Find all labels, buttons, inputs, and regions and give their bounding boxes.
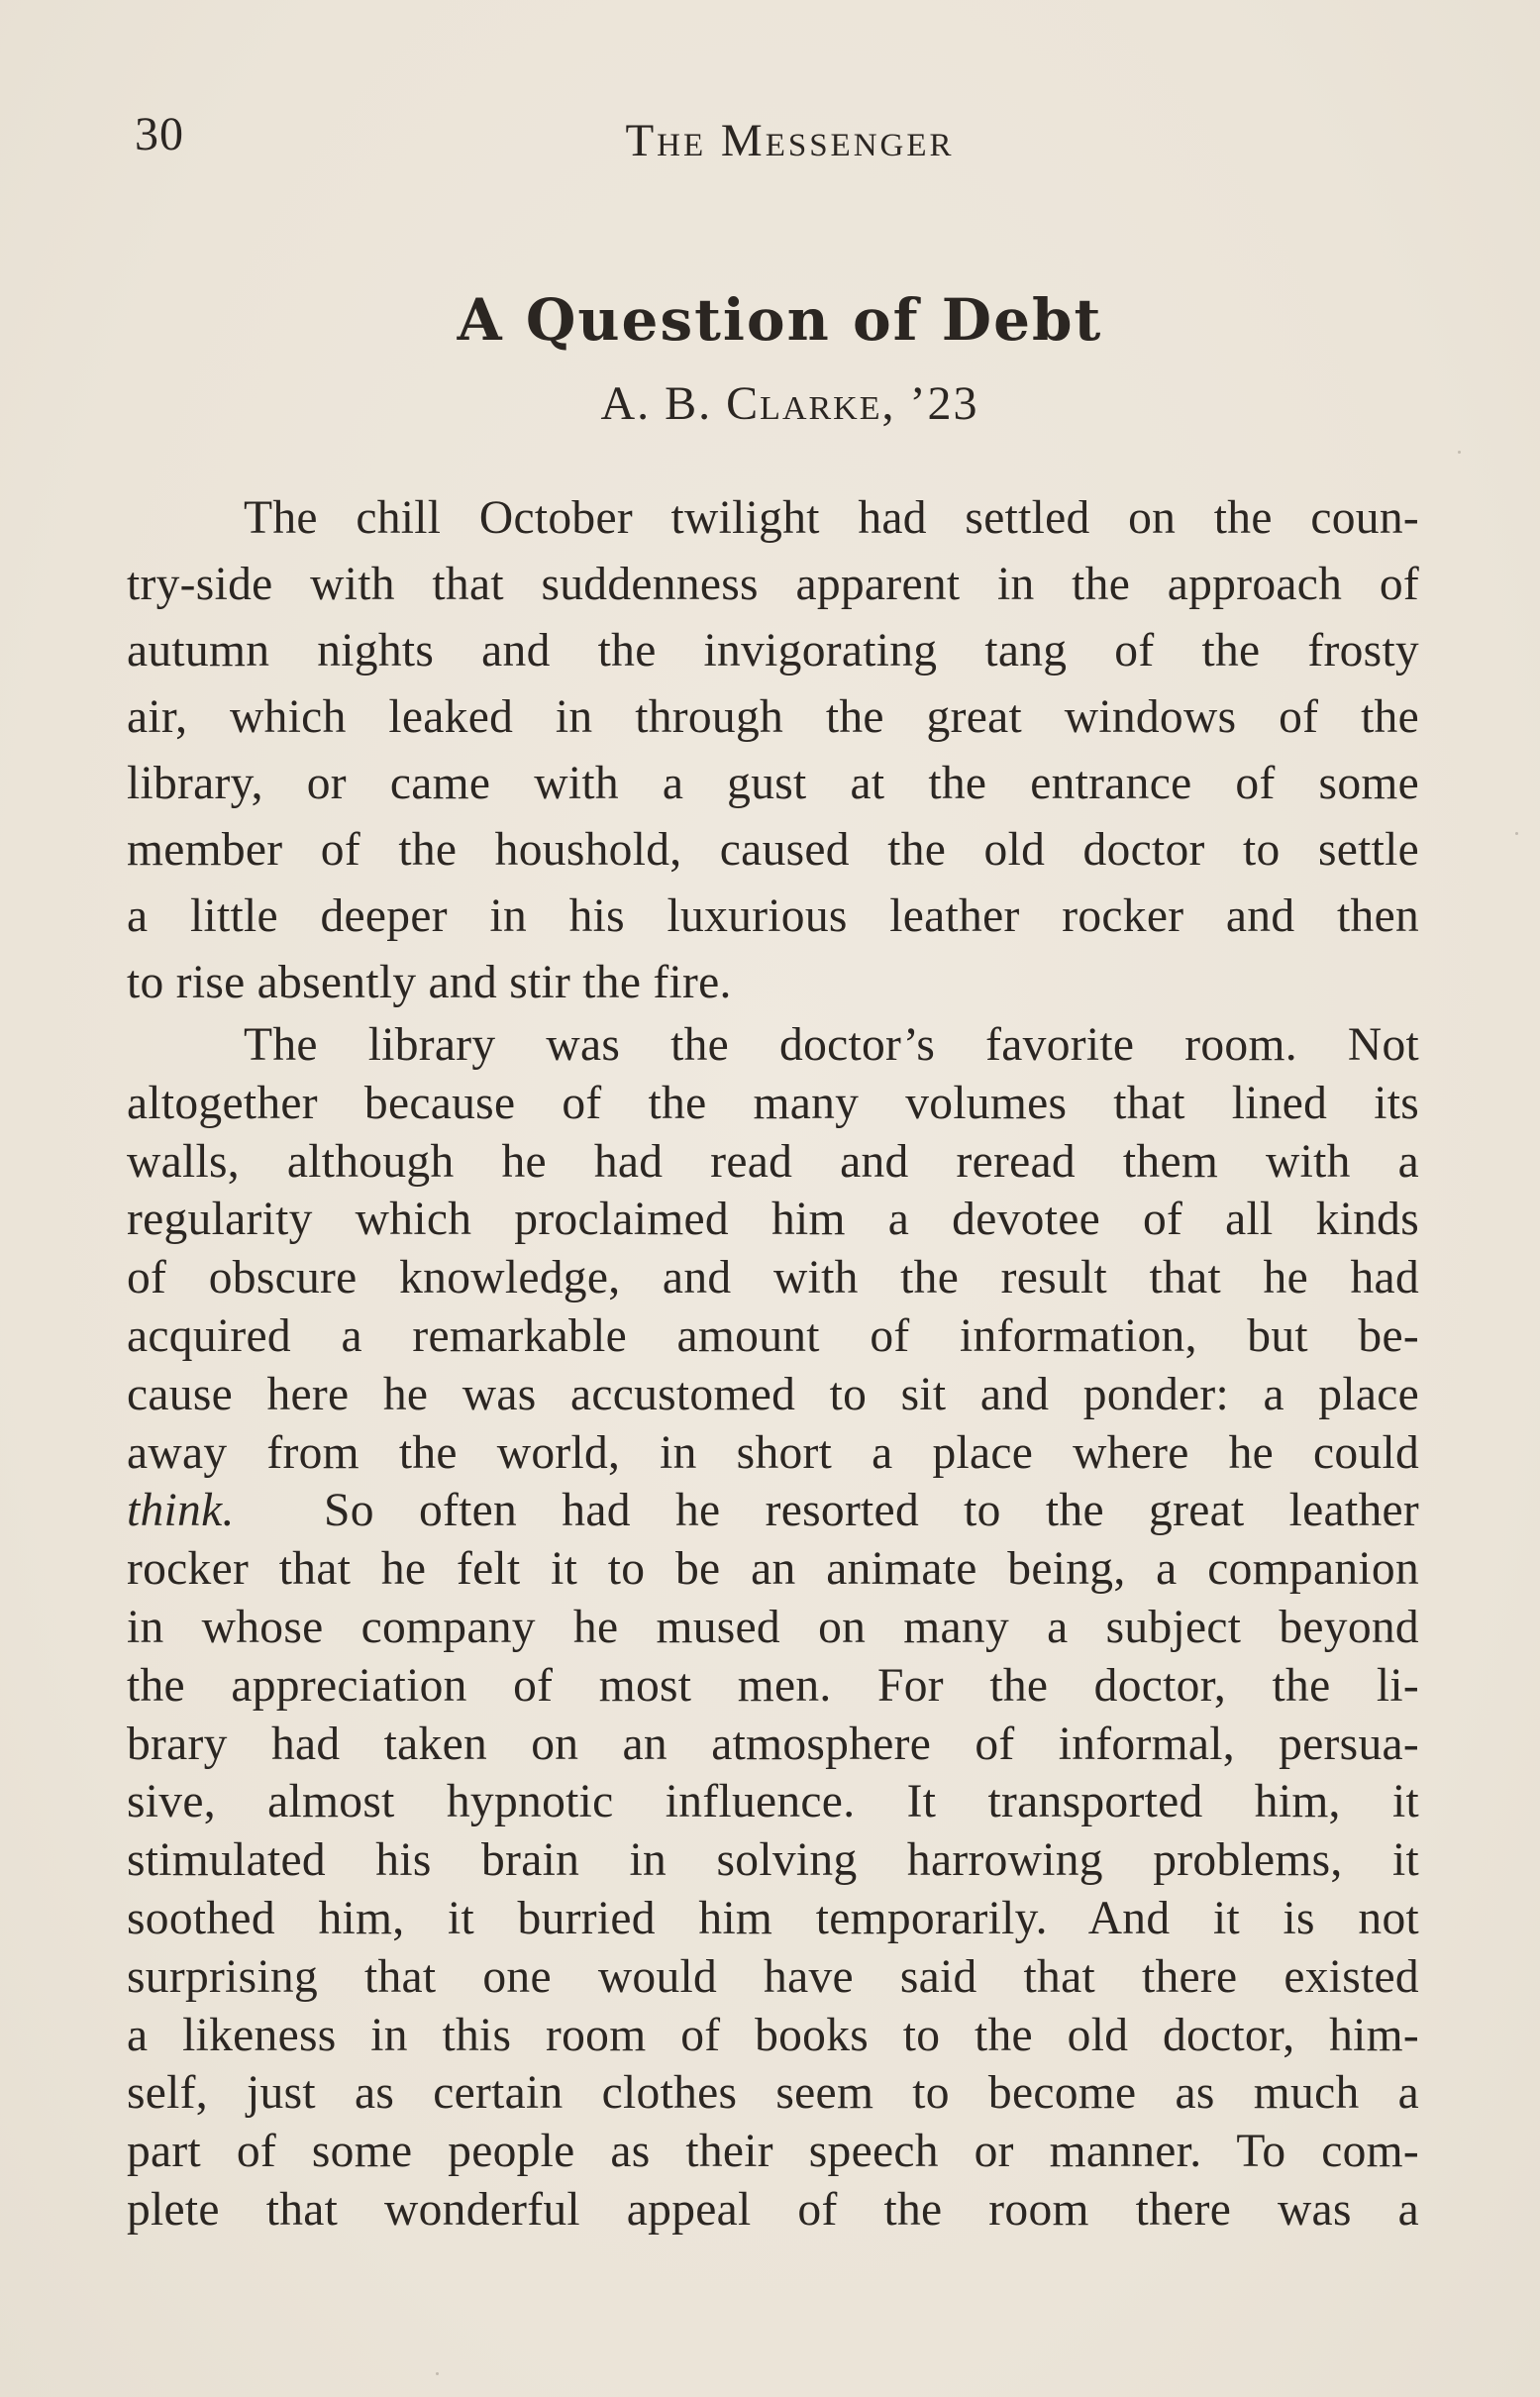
text-line: The library was the doctor’s favorite room. Not bbox=[244, 1019, 1419, 1071]
text-line: away from the world, in short a place where he could bbox=[127, 1426, 1419, 1479]
text-line: of obscure knowledge, and with the result that he had bbox=[127, 1252, 1419, 1304]
text-line: autumn nights and the invigorating tang of the frosty bbox=[127, 625, 1419, 677]
text-line: soothed him, it burried him temporarily. And it is not bbox=[127, 1892, 1419, 1944]
article-byline: A. B. Clarke, ’23 bbox=[600, 377, 979, 430]
text-line: a likeness in this room of books to the old doctor, him- bbox=[127, 2009, 1419, 2061]
text-line: cause here he was accustomed to sit and ponder: a place bbox=[127, 1368, 1419, 1420]
italic-word: think. bbox=[127, 1485, 235, 1537]
text-line-with-italic bbox=[127, 1482, 1419, 1540]
text-line: The chill October twilight had settled on the coun- bbox=[244, 492, 1419, 544]
text-line: part of some people as their speech or manner. To com- bbox=[127, 2126, 1419, 2178]
text-line: regularity which proclaimed him a devotee of all kinds bbox=[127, 1194, 1419, 1246]
text-line: try-side with that suddenness apparent in the approach of bbox=[127, 559, 1419, 610]
text-line: plete that wonderful appeal of the room there was a bbox=[127, 2183, 1419, 2236]
text-line: stimulated his brain in solving harrowing problems, it bbox=[127, 1834, 1419, 1887]
text-line: library, or came with a gust at the entrance of some bbox=[127, 758, 1419, 809]
text-line: a little deeper in his luxurious leather rocker and then bbox=[127, 890, 1419, 942]
text-line: acquired a remarkable amount of information, but be- bbox=[127, 1309, 1419, 1362]
paper-speck bbox=[436, 2372, 439, 2375]
page-number: 30 bbox=[135, 108, 184, 160]
article-title: A Question of Debt bbox=[457, 286, 1103, 354]
paragraph-1 bbox=[127, 485, 1419, 1016]
text-line: brary had taken on an atmosphere of informal, persua- bbox=[127, 1718, 1419, 1770]
text-line: to rise absently and stir the fire. bbox=[127, 957, 732, 1008]
article-body bbox=[127, 485, 1419, 2240]
text-line: the appreciation of most men. For the doctor, the li- bbox=[127, 1659, 1419, 1712]
text-line: air, which leaked in through the great windows of the bbox=[127, 691, 1419, 743]
paper-speck bbox=[1515, 832, 1518, 835]
text-line: rocker that he felt it to be an animate being, a companion bbox=[127, 1543, 1419, 1596]
paper-speck bbox=[1458, 451, 1461, 454]
text-line: surprising that one would have said that there existed bbox=[127, 1950, 1419, 2003]
text-line: in whose company he mused on many a subject beyond bbox=[127, 1601, 1419, 1653]
text-line: sive, almost hypnotic influence. It transported him, it bbox=[127, 1776, 1419, 1828]
text-line: altogether because of the many volumes that lined its bbox=[127, 1077, 1419, 1129]
text-line-rest: So often had he resorted to the great leather bbox=[324, 1485, 1419, 1537]
running-head: The Messenger bbox=[625, 115, 955, 166]
paragraph-2 bbox=[127, 1016, 1419, 2240]
text-line: walls, although he had read and reread them with a bbox=[127, 1135, 1419, 1188]
text-line: member of the houshold, caused the old doctor to settle bbox=[127, 824, 1419, 876]
text-line: self, just as certain clothes seem to become as much a bbox=[127, 2067, 1419, 2120]
